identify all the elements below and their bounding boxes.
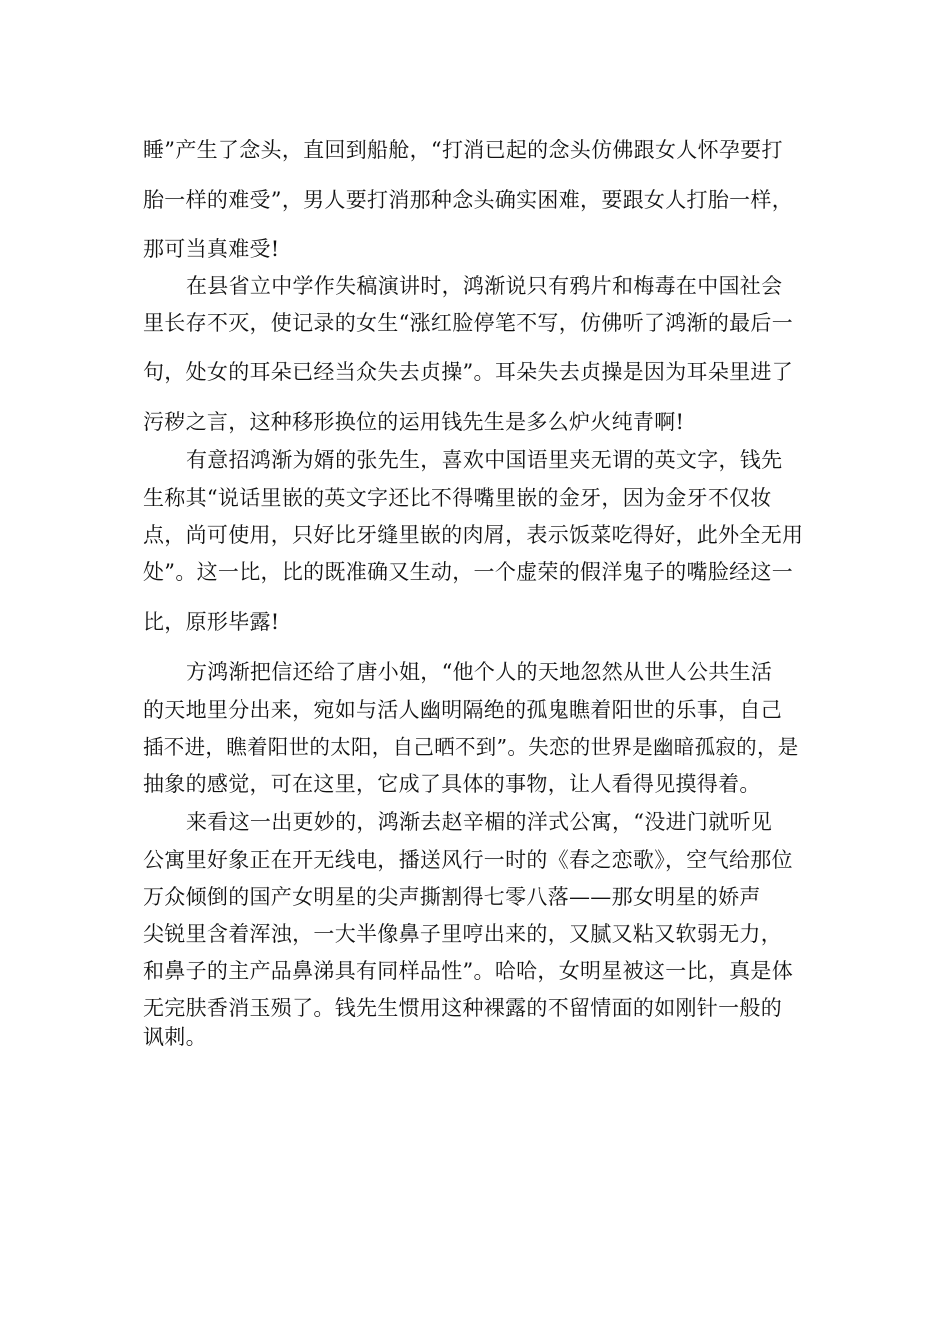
paragraph-3-line-1: 有意招鸿渐为婿的张先生，喜欢中国语里夹无谓的英文字，钱先: [186, 448, 783, 472]
paragraph-5-line-7: 讽刺。: [143, 1025, 207, 1049]
paragraph-5-line-2: 公寓里好象正在开无线电，播送风行一时的《春之恋歌》，空气给那位: [143, 848, 793, 872]
paragraph-3-line-2: 生称其“说话里嵌的英文字还比不得嘴里嵌的金牙，因为金牙不仅妆: [143, 486, 772, 510]
paragraph-3-line-4: 处”。这一比，比的既准确又生动，一个虚荣的假洋鬼子的嘴脸经这一: [143, 560, 794, 584]
paragraph-1-line-3: 那可当真难受!: [143, 237, 280, 261]
paragraph-5-line-3: 万众倾倒的国产女明星的尖声撕割得七零八落——那女明星的娇声: [143, 885, 761, 909]
paragraph-2-line-3: 句，处女的耳朵已经当众失去贞操”。耳朵失去贞操是因为耳朵里进了: [143, 360, 794, 384]
paragraph-1-line-1: 睡”产生了念头，直回到船舱，“打消已起的念头仿佛跟女人怀孕要打: [143, 138, 783, 162]
paragraph-4-line-1: 方鸿渐把信还给了唐小姐，“他个人的天地忽然从世人公共生活: [186, 660, 773, 684]
paragraph-3-line-3: 点，尚可使用，只好比牙缝里嵌的肉屑，表示饭菜吃得好，此外全无用: [143, 523, 804, 547]
paragraph-2-line-2: 里长存不灭，使记录的女生“涨红脸停笔不写，仿佛听了鸿渐的最后一: [143, 311, 794, 335]
paragraph-5-line-5: 和鼻子的主产品鼻涕具有同样品性”。哈哈，女明星被这一比，真是体: [143, 959, 794, 983]
paragraph-5-line-4: 尖锐里含着浑浊，一大半像鼻子里哼出来的，又腻又粘又软弱无力，: [143, 922, 782, 946]
paragraph-2-line-1: 在县省立中学作失稿演讲时，鸿渐说只有鸦片和梅毒在中国社会: [186, 274, 783, 298]
paragraph-1-line-2: 胎一样的难受”，男人要打消那种念头确实困难，要跟女人打胎一样，: [143, 188, 794, 212]
paragraph-5-line-1: 来看这一出更妙的，鸿渐去赵辛楣的洋式公寓，“没进门就听见: [186, 810, 773, 834]
paragraph-5-line-6: 无完肤香消玉殒了。钱先生惯用这种裸露的不留情面的如刚针一般的: [143, 996, 782, 1020]
paragraph-4-line-3: 插不进，瞧着阳世的太阳，自己晒不到”。失恋的世界是幽暗孤寂的，是: [143, 735, 799, 759]
paragraph-2-line-4: 污秽之言，这种移形换位的运用钱先生是多么炉火纯青啊!: [143, 410, 685, 434]
paragraph-4-line-2: 的天地里分出来，宛如与活人幽明隔绝的孤鬼瞧着阳世的乐事，自己: [143, 698, 782, 722]
paragraph-4-line-4: 抽象的感觉，可在这里，它成了具体的事物，让人看得见摸得着。: [143, 772, 761, 796]
paragraph-3-line-5: 比，原形毕露!: [143, 610, 280, 634]
